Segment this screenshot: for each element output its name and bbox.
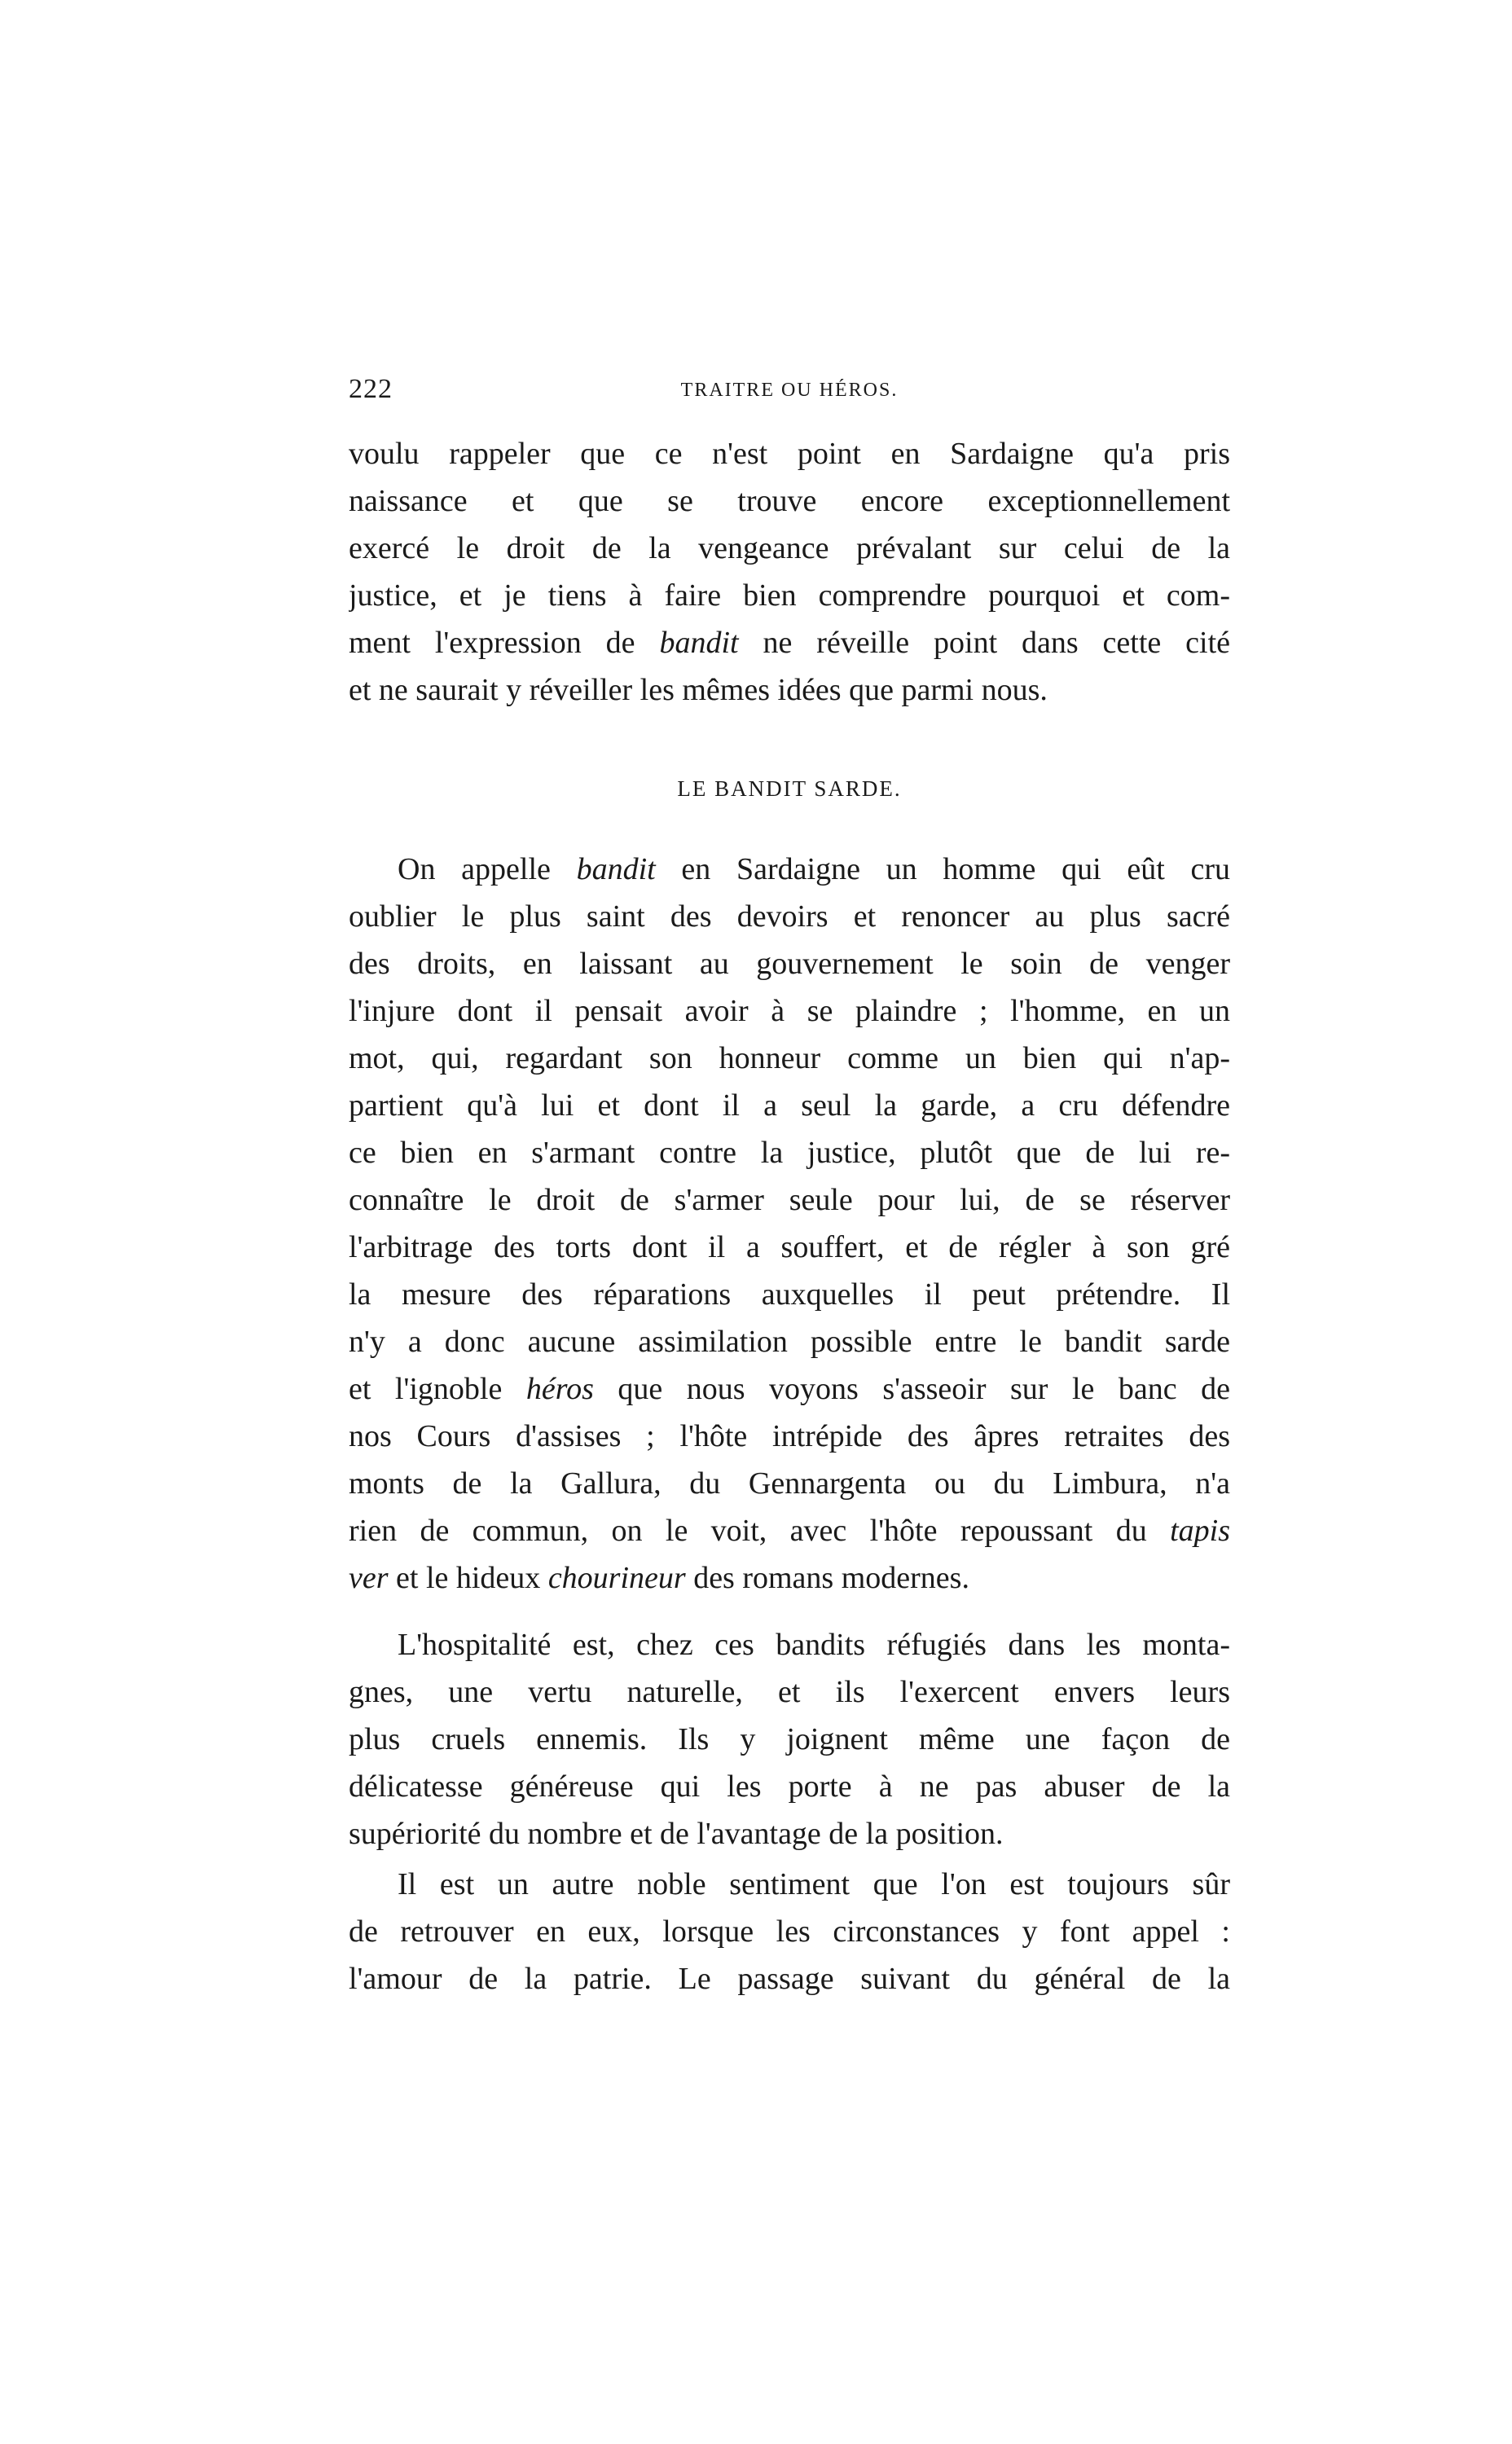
text-line: supériorité du nombre et de l'avantage de la position. xyxy=(349,1817,1004,1851)
text-line xyxy=(349,846,1230,893)
text-span: et le hideux xyxy=(388,1561,548,1595)
text-line: des droits, en laissant au gouvernement le soin de venger xyxy=(349,947,1230,981)
intro-paragraph xyxy=(349,430,1230,714)
text-line: justice, et je tiens à faire bien comprendre pourquoi et com- xyxy=(349,578,1230,613)
text-span: que nous voyons s'asseoir sur le banc de xyxy=(593,1372,1230,1406)
text-line: partient qu'à lui et dont il a seul la garde, a cru défendre xyxy=(349,1088,1230,1123)
paragraph-patriotism xyxy=(349,1861,1230,2002)
text-line: la mesure des réparations auxquelles il peut prétendre. Il xyxy=(349,1277,1230,1312)
italic-word: tapis xyxy=(1170,1514,1230,1548)
italic-word: bandit xyxy=(576,852,656,886)
text-line: L'hospitalité est, chez ces bandits réfugiés dans les monta- xyxy=(398,1628,1230,1662)
paragraph-hospitality xyxy=(349,1621,1230,1857)
page-number: 222 xyxy=(349,374,393,404)
italic-word: bandit xyxy=(659,626,739,660)
text-line: nos Cours d'assises ; l'hôte intrépide des âpres retraites des xyxy=(349,1419,1230,1453)
text-line: ce bien en s'armant contre la justice, plutôt que de lui re- xyxy=(349,1136,1230,1170)
text-line xyxy=(349,1365,1230,1413)
text-line: connaître le droit de s'armer seule pour lui, de se réserver xyxy=(349,1183,1230,1217)
text-line: voulu rappeler que ce n'est point en Sardaigne qu'a pris xyxy=(349,437,1230,471)
text-line xyxy=(349,1507,1230,1554)
text-line: mot, qui, regardant son honneur comme un bien qui n'ap- xyxy=(349,1041,1230,1075)
text-span: ne réveille point dans cette cité xyxy=(738,626,1230,660)
italic-word: ver xyxy=(349,1561,389,1595)
text-line: de retrouver en eux, lorsque les circonstances y font appel : xyxy=(349,1914,1230,1949)
text-line xyxy=(349,619,1230,666)
paragraph-bandit-definition xyxy=(349,846,1230,1602)
text-line: naissance et que se trouve encore exceptionnellement xyxy=(349,484,1230,518)
text-line xyxy=(349,1554,1230,1602)
text-line: l'injure dont il pensait avoir à se plaindre ; l'homme, en un xyxy=(349,994,1230,1028)
text-line: l'amour de la patrie. Le passage suivant du général de la xyxy=(349,1962,1230,1996)
italic-word: héros xyxy=(525,1372,594,1406)
section-title: LE BANDIT SARDE. xyxy=(677,776,902,801)
text-span: ment l'expression de xyxy=(349,626,660,660)
text-line: et ne saurait y réveiller les mêmes idées que parmi nous. xyxy=(349,673,1048,707)
text-line: l'arbitrage des torts dont il a souffert, et de régler à son gré xyxy=(349,1230,1230,1264)
text-line: exercé le droit de la vengeance prévalant sur celui de la xyxy=(349,531,1230,565)
text-span: des romans modernes. xyxy=(685,1561,969,1595)
text-line: oublier le plus saint des devoirs et renoncer au plus sacré xyxy=(349,899,1230,934)
text-span: rien de commun, on le voit, avec l'hôte repoussant du xyxy=(349,1514,1171,1548)
text-line: plus cruels ennemis. Ils y joignent même une façon de xyxy=(349,1722,1230,1756)
text-line: n'y a donc aucune assimilation possible entre le bandit sarde xyxy=(349,1325,1230,1359)
text-line: Il est un autre noble sentiment que l'on est toujours sûr xyxy=(398,1867,1230,1901)
text-span: et l'ignoble xyxy=(349,1372,526,1406)
italic-word: chourineur xyxy=(547,1561,686,1595)
text-line: délicatesse généreuse qui les porte à ne pas abuser de la xyxy=(349,1769,1230,1804)
text-line: monts de la Gallura, du Gennargenta ou du Limbura, n'a xyxy=(349,1466,1230,1501)
text-line: gnes, une vertu naturelle, et ils l'exercent envers leurs xyxy=(349,1675,1230,1709)
page-header xyxy=(349,373,1230,406)
text-span: en Sardaigne un homme qui eût cru xyxy=(655,852,1230,886)
text-span: On appelle xyxy=(398,852,577,886)
running-title: TRAITRE OU HÉROS. xyxy=(680,380,899,401)
